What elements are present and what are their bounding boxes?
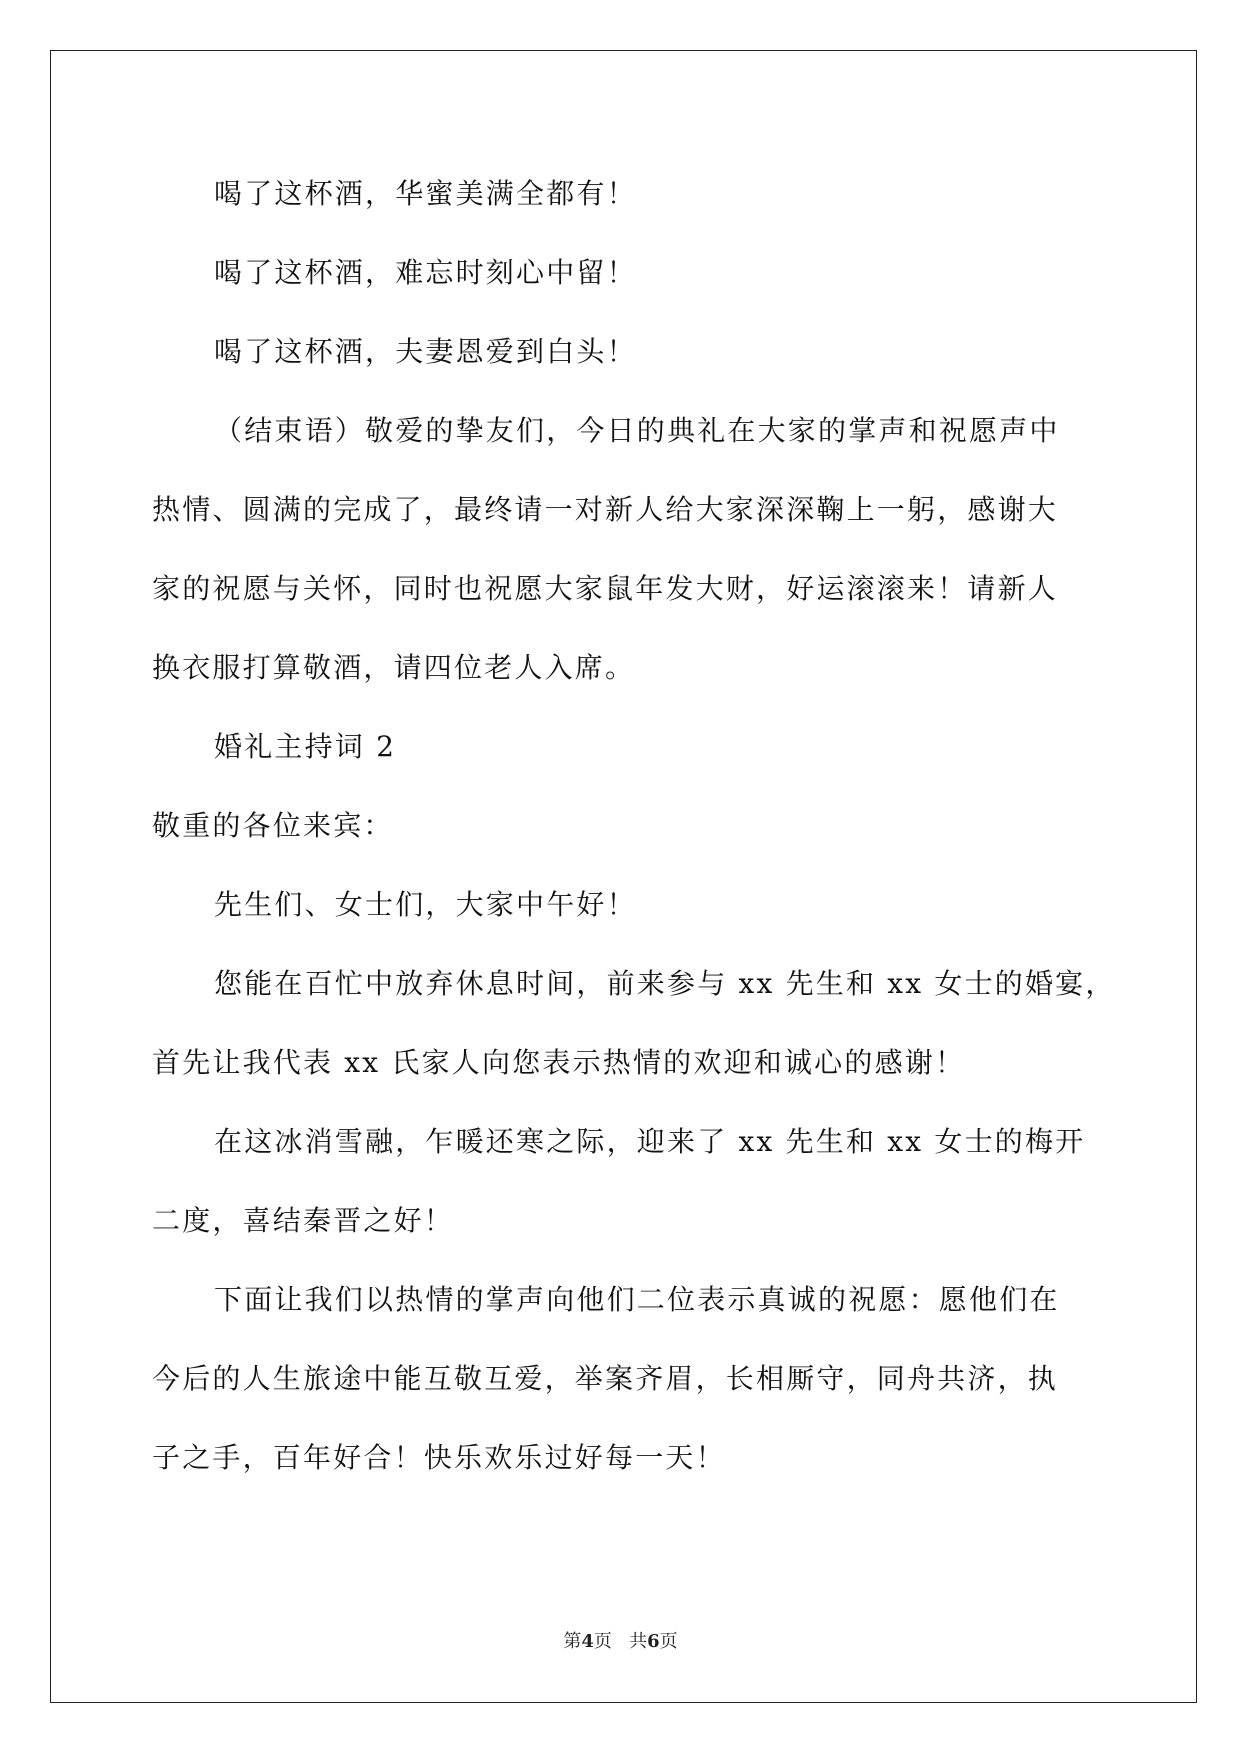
paragraph-line: 子之手，百年好合！快乐欢乐过好每一天！ xyxy=(152,1441,726,1474)
paragraph-line: 喝了这杯酒，难忘时刻心中留！ xyxy=(214,256,637,289)
paragraph-line: 热情、圆满的完成了，最终请一对新人给大家深深鞠上一躬，感谢大 xyxy=(152,493,1059,526)
footer-total-unit: 页 xyxy=(659,1631,678,1652)
footer-prefix: 第 xyxy=(563,1631,582,1652)
paragraph-line: 换衣服打算敬酒，请四位老人入席。 xyxy=(152,651,636,684)
paragraph-line: 在这冰消雪融，乍暖还寒之际，迎来了 xx 先生和 xx 女士的梅开 xyxy=(214,1125,1086,1158)
footer-total-prefix: 共 xyxy=(629,1631,648,1652)
paragraph-line: （结束语）敬爱的挚友们，今日的典礼在大家的掌声和祝愿声中 xyxy=(214,414,1060,447)
paragraph-line: 下面让我们以热情的掌声向他们二位表示真诚的祝愿：愿他们在 xyxy=(214,1283,1060,1316)
paragraph-line: 喝了这杯酒，夫妻恩爱到白头！ xyxy=(214,335,637,368)
salutation: 敬重的各位来宾： xyxy=(152,809,394,842)
paragraph-line: 您能在百忙中放弃休息时间，前来参与 xx 先生和 xx 女士的婚宴， xyxy=(214,967,1116,1000)
current-page-number: 4 xyxy=(581,1631,594,1652)
total-page-number: 6 xyxy=(647,1631,660,1652)
paragraph-line: 先生们、女士们，大家中午好！ xyxy=(214,888,637,921)
footer-page-unit: 页 xyxy=(593,1631,612,1652)
paragraph-line: 喝了这杯酒，华蜜美满全都有！ xyxy=(214,177,637,210)
paragraph-line: 首先让我代表 xx 氏家人向您表示热情的欢迎和诚心的感谢！ xyxy=(152,1046,966,1079)
paragraph-line: 今后的人生旅途中能互敬互爱，举案齐眉，长相厮守，同舟共济，执 xyxy=(152,1362,1059,1395)
page-footer xyxy=(0,1630,1241,1654)
paragraph-line: 二度，喜结秦晋之好！ xyxy=(152,1204,455,1237)
section-heading: 婚礼主持词 2 xyxy=(214,730,397,763)
paragraph-line: 家的祝愿与关怀，同时也祝愿大家鼠年发大财，好运滚滚来！请新人 xyxy=(152,572,1059,605)
